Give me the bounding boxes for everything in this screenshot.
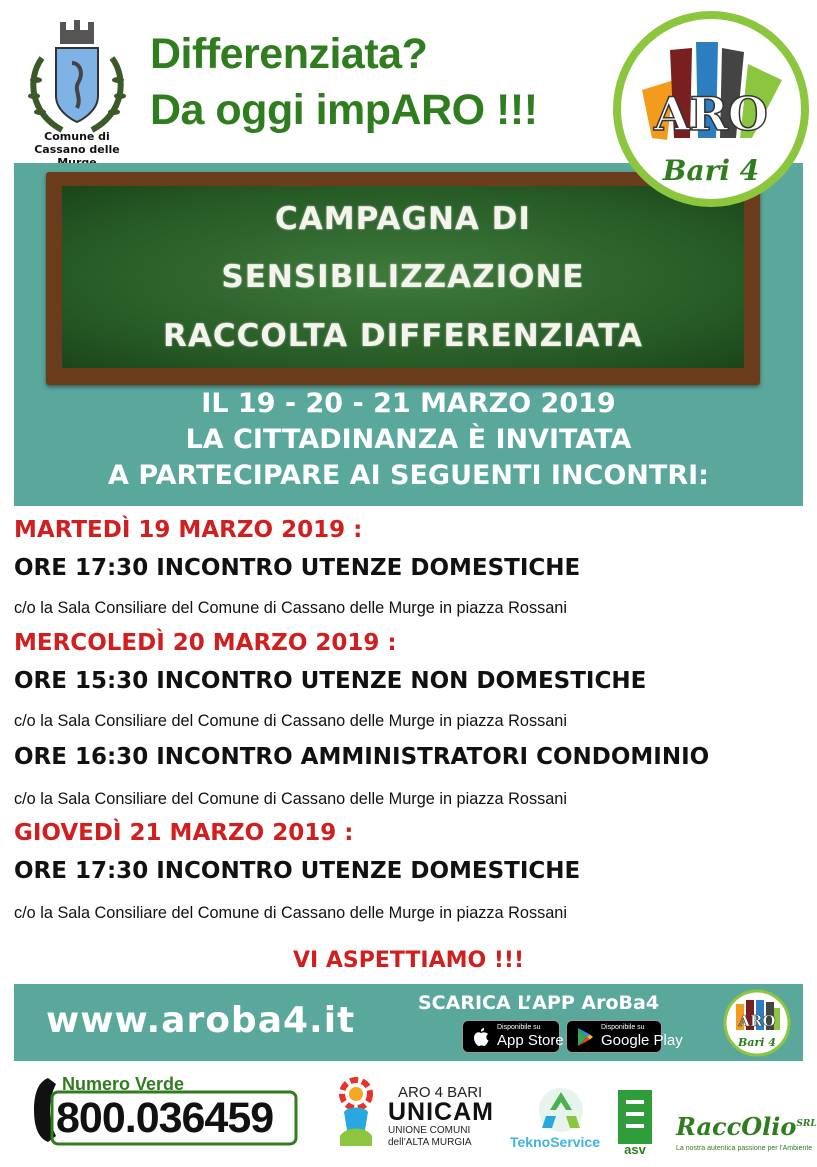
asv-text: asv	[624, 1142, 646, 1156]
intro-dates: IL 19 - 20 - 21 MARZO 2019	[201, 388, 616, 419]
aro-mini-sub: Bari 4	[738, 1036, 776, 1049]
google-play-small-label: Disponibile su	[601, 1024, 645, 1031]
day-heading-thursday: GIOVEDÌ 21 MARZO 2019 :	[14, 820, 354, 846]
event-title: ORE 15:30 INCONTRO UTENZE NON DOMESTICHE	[14, 668, 647, 694]
comune-caption-line1: Comune di	[44, 130, 110, 143]
intro-invite: LA CITTADINANZA È INVITATA	[185, 424, 632, 455]
day-heading-tuesday: MARTEDÌ 19 MARZO 2019 :	[14, 517, 363, 543]
toll-free-label: Numero Verde	[62, 1074, 185, 1094]
google-play-icon	[576, 1027, 594, 1047]
event-title: ORE 16:30 INCONTRO AMMINISTRATORI CONDOMINIO	[14, 744, 710, 770]
unicam-name: UNICAM	[388, 1098, 494, 1126]
unicam-person-icon	[326, 1076, 386, 1150]
google-play-label: Google Play	[601, 1032, 683, 1049]
teknoservice-logo-text: TeknoService	[510, 1134, 601, 1150]
website-link[interactable]: www.aroba4.it	[46, 1000, 356, 1041]
unicam-aro-label: ARO 4 BARI	[398, 1084, 483, 1101]
raccolio-logo-text	[676, 1112, 817, 1141]
headline-line2: Da oggi impARO !!!	[150, 86, 538, 134]
aro-mini-main: ARO	[738, 1012, 776, 1030]
app-store-button[interactable]	[462, 1020, 564, 1053]
toll-free-number[interactable]: 800.036459	[56, 1094, 274, 1142]
app-store-label: App Store	[497, 1032, 564, 1049]
unicam-line4: dell’ALTA MURGIA	[388, 1137, 472, 1148]
headline-line1: Differenziata?	[150, 30, 428, 78]
chalkboard-line2: SENSIBILIZZAZIONE	[221, 259, 585, 295]
aro-logo-main: ARO	[654, 87, 768, 141]
app-store-small-label: Disponibile su	[497, 1024, 541, 1031]
unicam-line3: UNIONE COMUNI	[388, 1125, 471, 1136]
event-title: ORE 17:30 INCONTRO UTENZE DOMESTICHE	[14, 555, 581, 581]
aro-mini-logo	[722, 988, 792, 1058]
event-venue: c/o la Sala Consiliare del Comune di Cassano delle Murge in piazza Rossani	[14, 904, 567, 922]
event-venue: c/o la Sala Consiliare del Comune di Cassano delle Murge in piazza Rossani	[14, 712, 567, 730]
google-play-button[interactable]	[566, 1020, 683, 1053]
raccolio-suffix: SRL	[796, 1119, 817, 1129]
raccolio-tagline: La nostra autentica passione per l’Ambiente	[676, 1145, 813, 1152]
raccolio-name: RaccOlio	[676, 1112, 797, 1141]
event-venue: c/o la Sala Consiliare del Comune di Cassano delle Murge in piazza Rossani	[14, 599, 567, 617]
closing-message: VI ASPETTIAMO !!!	[293, 948, 524, 973]
aro-bari4-logo	[612, 10, 810, 208]
day-heading-wednesday: MERCOLEDÌ 20 MARZO 2019 :	[14, 630, 397, 656]
comune-caption-line2: Cassano delle	[34, 143, 120, 156]
apple-icon	[472, 1027, 490, 1047]
app-download-cta: SCARICA L’APP AroBa4	[418, 992, 660, 1014]
event-title: ORE 17:30 INCONTRO UTENZE DOMESTICHE	[14, 858, 581, 884]
event-venue: c/o la Sala Consiliare del Comune di Cassano delle Murge in piazza Rossani	[14, 790, 567, 808]
asv-logo	[614, 1084, 670, 1156]
intro-participate: A PARTECIPARE AI SEGUENTI INCONTRI:	[108, 460, 709, 491]
chalkboard-line1: CAMPAGNA DI	[275, 201, 531, 237]
aro-logo-sub: Bari 4	[662, 154, 760, 187]
crown-icon	[60, 20, 94, 44]
chalkboard-line3: RACCOLTA DIFFERENZIATA	[163, 318, 643, 354]
